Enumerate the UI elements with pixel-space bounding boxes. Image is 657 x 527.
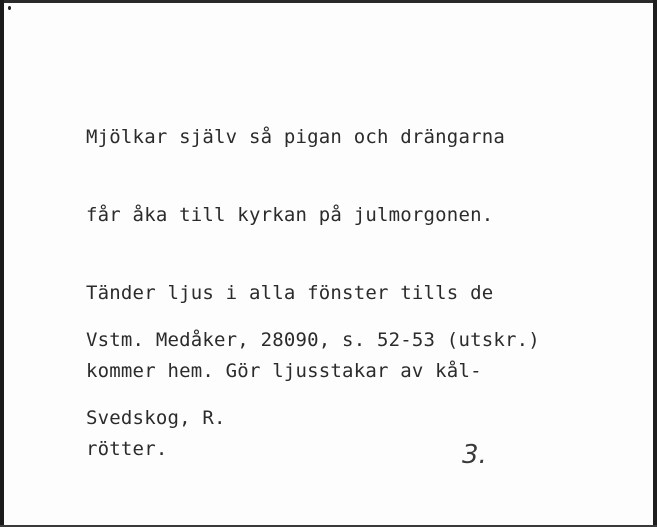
body-line: får åka till kyrkan på julmorgonen. [86, 204, 494, 226]
card-top-edge [0, 0, 657, 3]
body-line: kommer hem. Gör ljusstakar av kål- [86, 360, 482, 382]
reference-line: Vstm. Medåker, 28090, s. 52-53 (utskr.) [86, 329, 540, 351]
card-left-edge [0, 0, 4, 527]
reference-line: Svedskog, R. [86, 407, 226, 429]
body-line: rötter. [86, 438, 168, 460]
body-line: Tänder ljus i alla fönster tills de [86, 282, 494, 304]
ink-speck [8, 6, 11, 10]
body-line: Mjölkar själv så pigan och drängarna [86, 126, 506, 148]
handwritten-page-number: 3. [462, 440, 487, 470]
card-right-edge [653, 0, 657, 527]
